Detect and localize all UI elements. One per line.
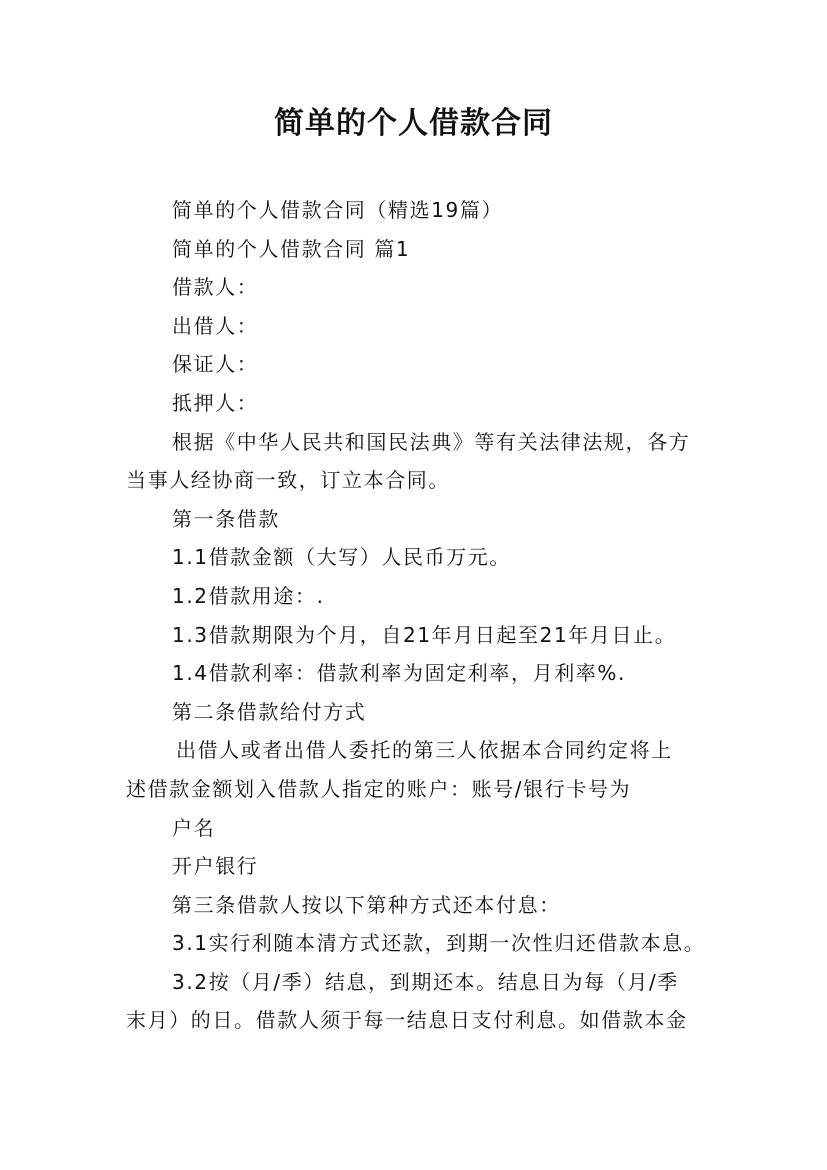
paragraph-line: 1.4借款利率：借款利率为固定利率，月利率%. — [172, 661, 626, 686]
paragraph-line: 户名 — [172, 815, 216, 840]
paragraph-line: 3.1实行利随本清方式还款，到期一次性归还借款本息。 — [172, 931, 706, 956]
paragraph-line: 1.2借款用途：. — [172, 583, 325, 608]
paragraph-line: 抵押人： — [172, 390, 259, 415]
paragraph-line: 第二条借款给付方式 — [172, 699, 367, 724]
paragraph-line: 当事人经协商一致，订立本合同。 — [126, 468, 450, 493]
paragraph-line: 第三条借款人按以下第种方式还本付息： — [172, 892, 561, 917]
paragraph-line: 1.3借款期限为个月，自21年月日起至21年月日止。 — [172, 622, 677, 647]
paragraph-line: 1.1借款金额（大写）人民币万元。 — [172, 545, 512, 570]
paragraph-line: 述借款金额划入借款人指定的账户：账号/银行卡号为 — [126, 776, 632, 801]
paragraph-line: 开户银行 — [172, 854, 259, 879]
paragraph-line: 出借人： — [172, 313, 259, 338]
paragraph-line: 简单的个人借款合同 篇1 — [172, 236, 411, 261]
paragraph-line: 简单的个人借款合同（精选19篇） — [172, 198, 504, 222]
document-body — [126, 191, 706, 1040]
paragraph-line: 末月）的日。借款人须于每一结息日支付利息。如借款本金 — [126, 1008, 688, 1033]
paragraph-line: 出借人或者出借人委托的第三人依据本合同约定将上 — [176, 738, 673, 763]
paragraph-line: 根据《中华人民共和国民法典》等有关法律法规，各方 — [172, 429, 691, 454]
paragraph-line: 3.2按（月/季）结息，到期还本。结息日为每（月/季 — [172, 969, 679, 994]
paragraph-line: 保证人： — [172, 352, 259, 377]
document-title: 简单的个人借款合同 — [274, 106, 553, 141]
paragraph-line: 第一条借款 — [172, 506, 280, 531]
paragraph-line: 借款人： — [172, 275, 259, 300]
